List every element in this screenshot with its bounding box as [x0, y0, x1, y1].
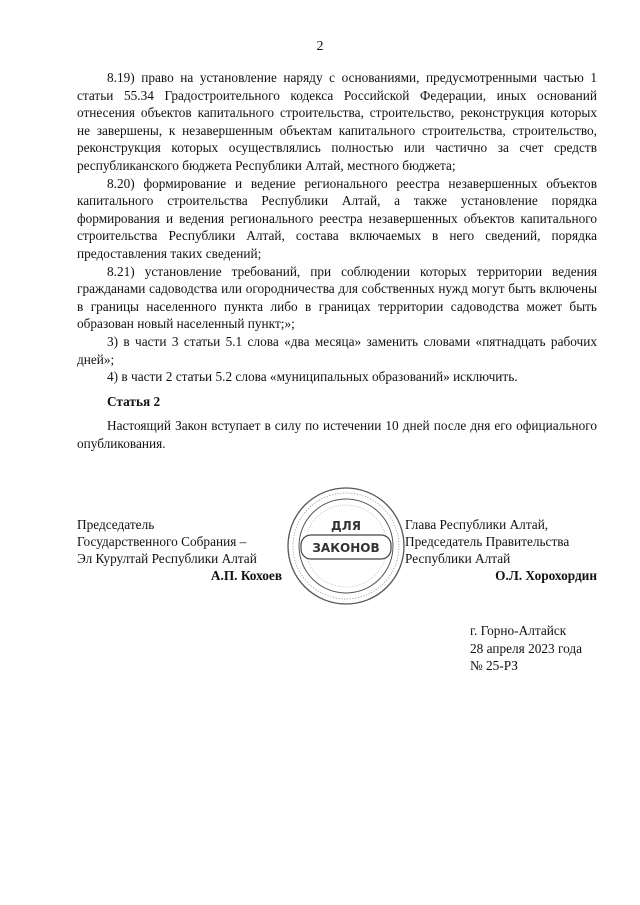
law-date: 28 апреля 2023 года [470, 640, 583, 656]
stamp-text-line2: ЗАКОНОВ [312, 541, 380, 555]
seal-stamp-icon [285, 485, 407, 607]
signature-right-title-3: Республики Алтай [405, 551, 511, 566]
signature-left-title-2: Государственного Собрания – [77, 534, 247, 549]
article-2-heading: Статья 2 [107, 393, 161, 409]
article-2-text: Настоящий Закон вступает в силу по истечении 10 дней после дня его официального опубликования. [77, 418, 597, 451]
place-date-block [470, 622, 582, 675]
city: г. Горно-Алтайск [470, 623, 567, 638]
signature-right-title-1: Глава Республики Алтай, [405, 517, 549, 532]
signature-left-name: А.П. Кохоев [210, 568, 282, 583]
paragraph-8-20: 8.20) формирование и ведение регионального реестра незавершенных объектов капитального строительства Республики Алтай, а также установление порядка формирования и ведения регионального реестра незавершенных объектов капитального строительства Республики Алтай, состава включаемых в него сведений, порядка предоставления таких сведений; [77, 175, 597, 261]
signature-right-block [405, 516, 597, 584]
stamp-text-line1: ДЛЯ [331, 519, 361, 533]
signature-left-title-3: Эл Курултай Республики Алтай [77, 551, 257, 566]
signature-right-title-2: Председатель Правительства [405, 534, 570, 549]
signature-left-title-1: Председатель [77, 517, 155, 532]
paragraph-item-3: 3) в части 3 статьи 5.1 слова «два месяца» заменить словами «пятнадцать рабочих дней»; [77, 333, 597, 367]
signature-left-block [77, 516, 282, 584]
paragraph-8-19: 8.19) право на установление наряду с основаниями, предусмотренными частью 1 статьи 55.34 Градостроительного кодекса Российской Федерации, иных оснований отнесения объектов капитального строительства, строительство, реконструкция которых не завершены, к незавершенным объектам капитального строительства, строительство, реконструкция которых осуществлялись полностью или частично за счет средств республиканского бюджета Республики Алтай, местного бюджета; [77, 70, 597, 173]
document-body [77, 69, 597, 452]
signature-right-name: О.Л. Хорохордин [495, 568, 597, 583]
page-number: 2 [316, 39, 324, 54]
paragraph-item-4: 4) в части 2 статьи 5.2 слова «муниципальных образований» исключить. [107, 369, 518, 385]
paragraph-8-21: 8.21) установление требований, при соблюдении которых территории ведения гражданами садоводства или огородничества для собственных нужд могут быть включены в границы населенного пункта либо в границах территории садоводства может быть образован новый населенный пункт;»; [77, 263, 597, 332]
law-number: № 25-РЗ [470, 658, 518, 674]
